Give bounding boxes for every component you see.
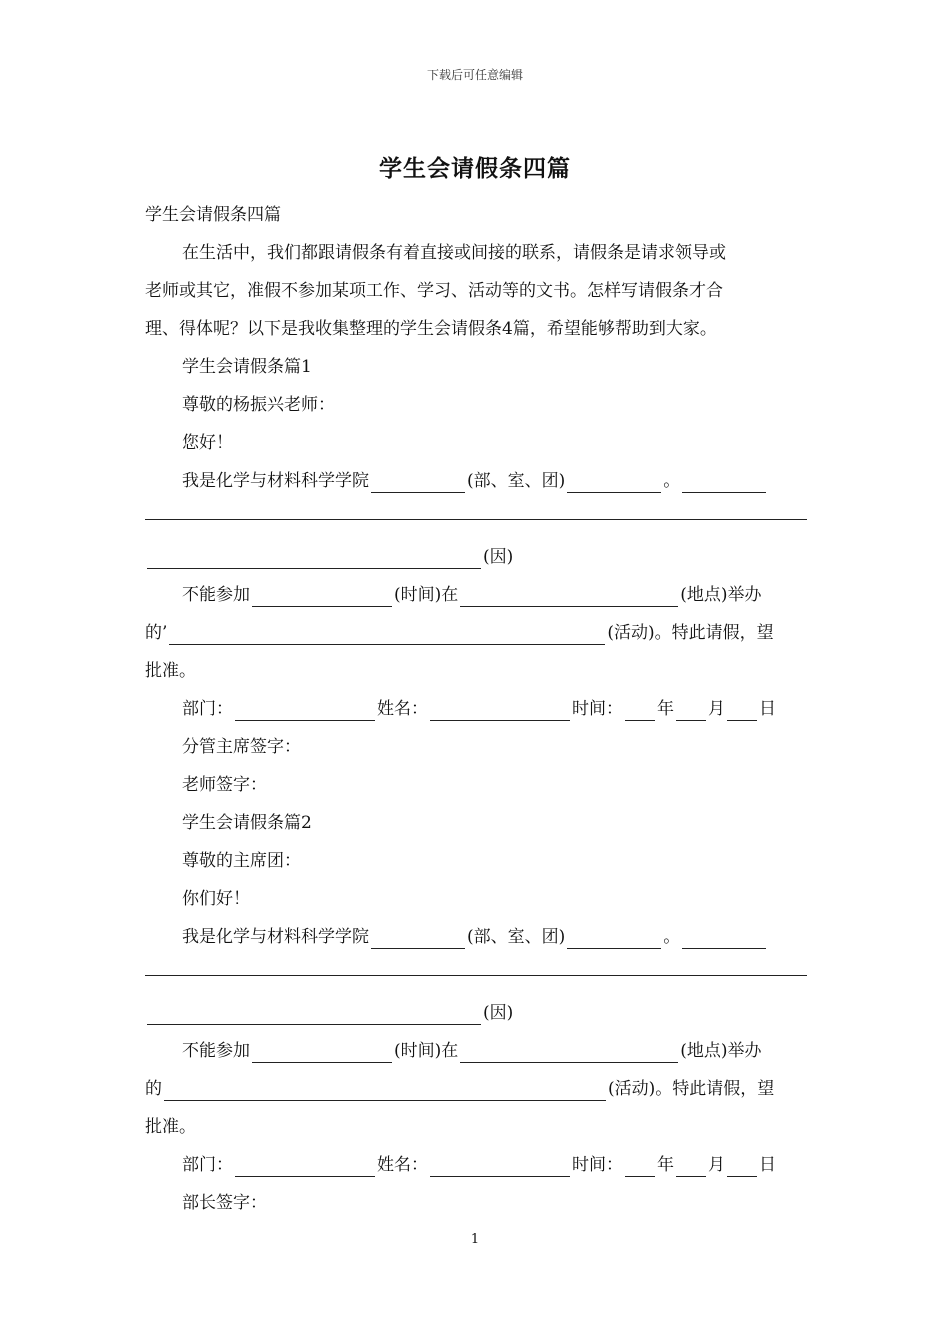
section1-salutation: 尊敬的杨振兴老师： <box>182 395 335 415</box>
intro-line-2: 老师或其它，准假不参加某项工作、学习、活动等的文书。怎样写请假条才合 <box>145 281 723 301</box>
reason-blank-line <box>145 500 807 538</box>
section1-form-line-3: 的’ (活动)。特此请假，望 <box>145 623 774 643</box>
location-blank <box>460 584 678 607</box>
header-note: 下载后可任意编辑 <box>426 68 523 82</box>
section1-form-line-1: 我是化学与材料科学学院 (部、室、团) 。 <box>145 462 807 500</box>
subtitle: 学生会请假条四篇 <box>145 205 281 225</box>
section2-heading: 学生会请假条篇2 <box>182 813 312 833</box>
intro-line-1: 在生活中，我们都跟请假条有着直接或间接的联系，请假条是请求领导或 <box>182 243 726 263</box>
page-number: 1 <box>470 1232 480 1247</box>
section1-form-line-2: 不能参加 (时间)在 (地点)举办 <box>182 585 762 605</box>
section1-sign-chair: 分管主席签字： <box>182 737 301 757</box>
section2-approval: 批准。 <box>145 1117 196 1137</box>
document-body <box>145 196 807 1222</box>
section2-form-line-1: 我是化学与材料科学学院 (部、室、团) 。 <box>145 918 807 956</box>
document-title: 学生会请假条四篇 <box>379 155 571 182</box>
section1-sign-teacher: 老师签字： <box>182 775 267 795</box>
department-blank <box>567 470 661 493</box>
name-blank <box>430 698 570 721</box>
section1-greeting: 您好！ <box>182 433 233 453</box>
section2-reason-line: (因) <box>145 994 807 1032</box>
reason-blank-line-2 <box>145 956 807 994</box>
section2-form-line-3: 的 (活动)。特此请假，望 <box>145 1079 775 1099</box>
activity-blank <box>169 622 605 645</box>
dept-blank <box>235 698 375 721</box>
section1-reason-line: (因) <box>145 538 807 576</box>
college-blank <box>371 470 465 493</box>
section2-form-line-2: 不能参加 (时间)在 (地点)举办 <box>182 1041 762 1061</box>
reason-blank-end <box>147 546 481 569</box>
time-blank <box>252 584 392 607</box>
reason-blank-start <box>682 470 766 493</box>
section2-greeting: 你们好！ <box>182 889 250 909</box>
section2-salutation: 尊敬的主席团： <box>182 851 301 871</box>
section2-signature-row: 部门： 姓名： 时间： 年 月 日 <box>182 1155 776 1175</box>
section1-heading: 学生会请假条篇1 <box>182 357 312 377</box>
section2-sign-minister: 部长签字： <box>182 1193 267 1213</box>
section1-signature-row: 部门： 姓名： 时间： 年 月 日 <box>182 699 776 719</box>
intro-line-3: 理、得体呢？以下是我收集整理的学生会请假条4篇，希望能够帮助到大家。 <box>145 319 717 339</box>
section1-approval: 批准。 <box>145 661 196 681</box>
